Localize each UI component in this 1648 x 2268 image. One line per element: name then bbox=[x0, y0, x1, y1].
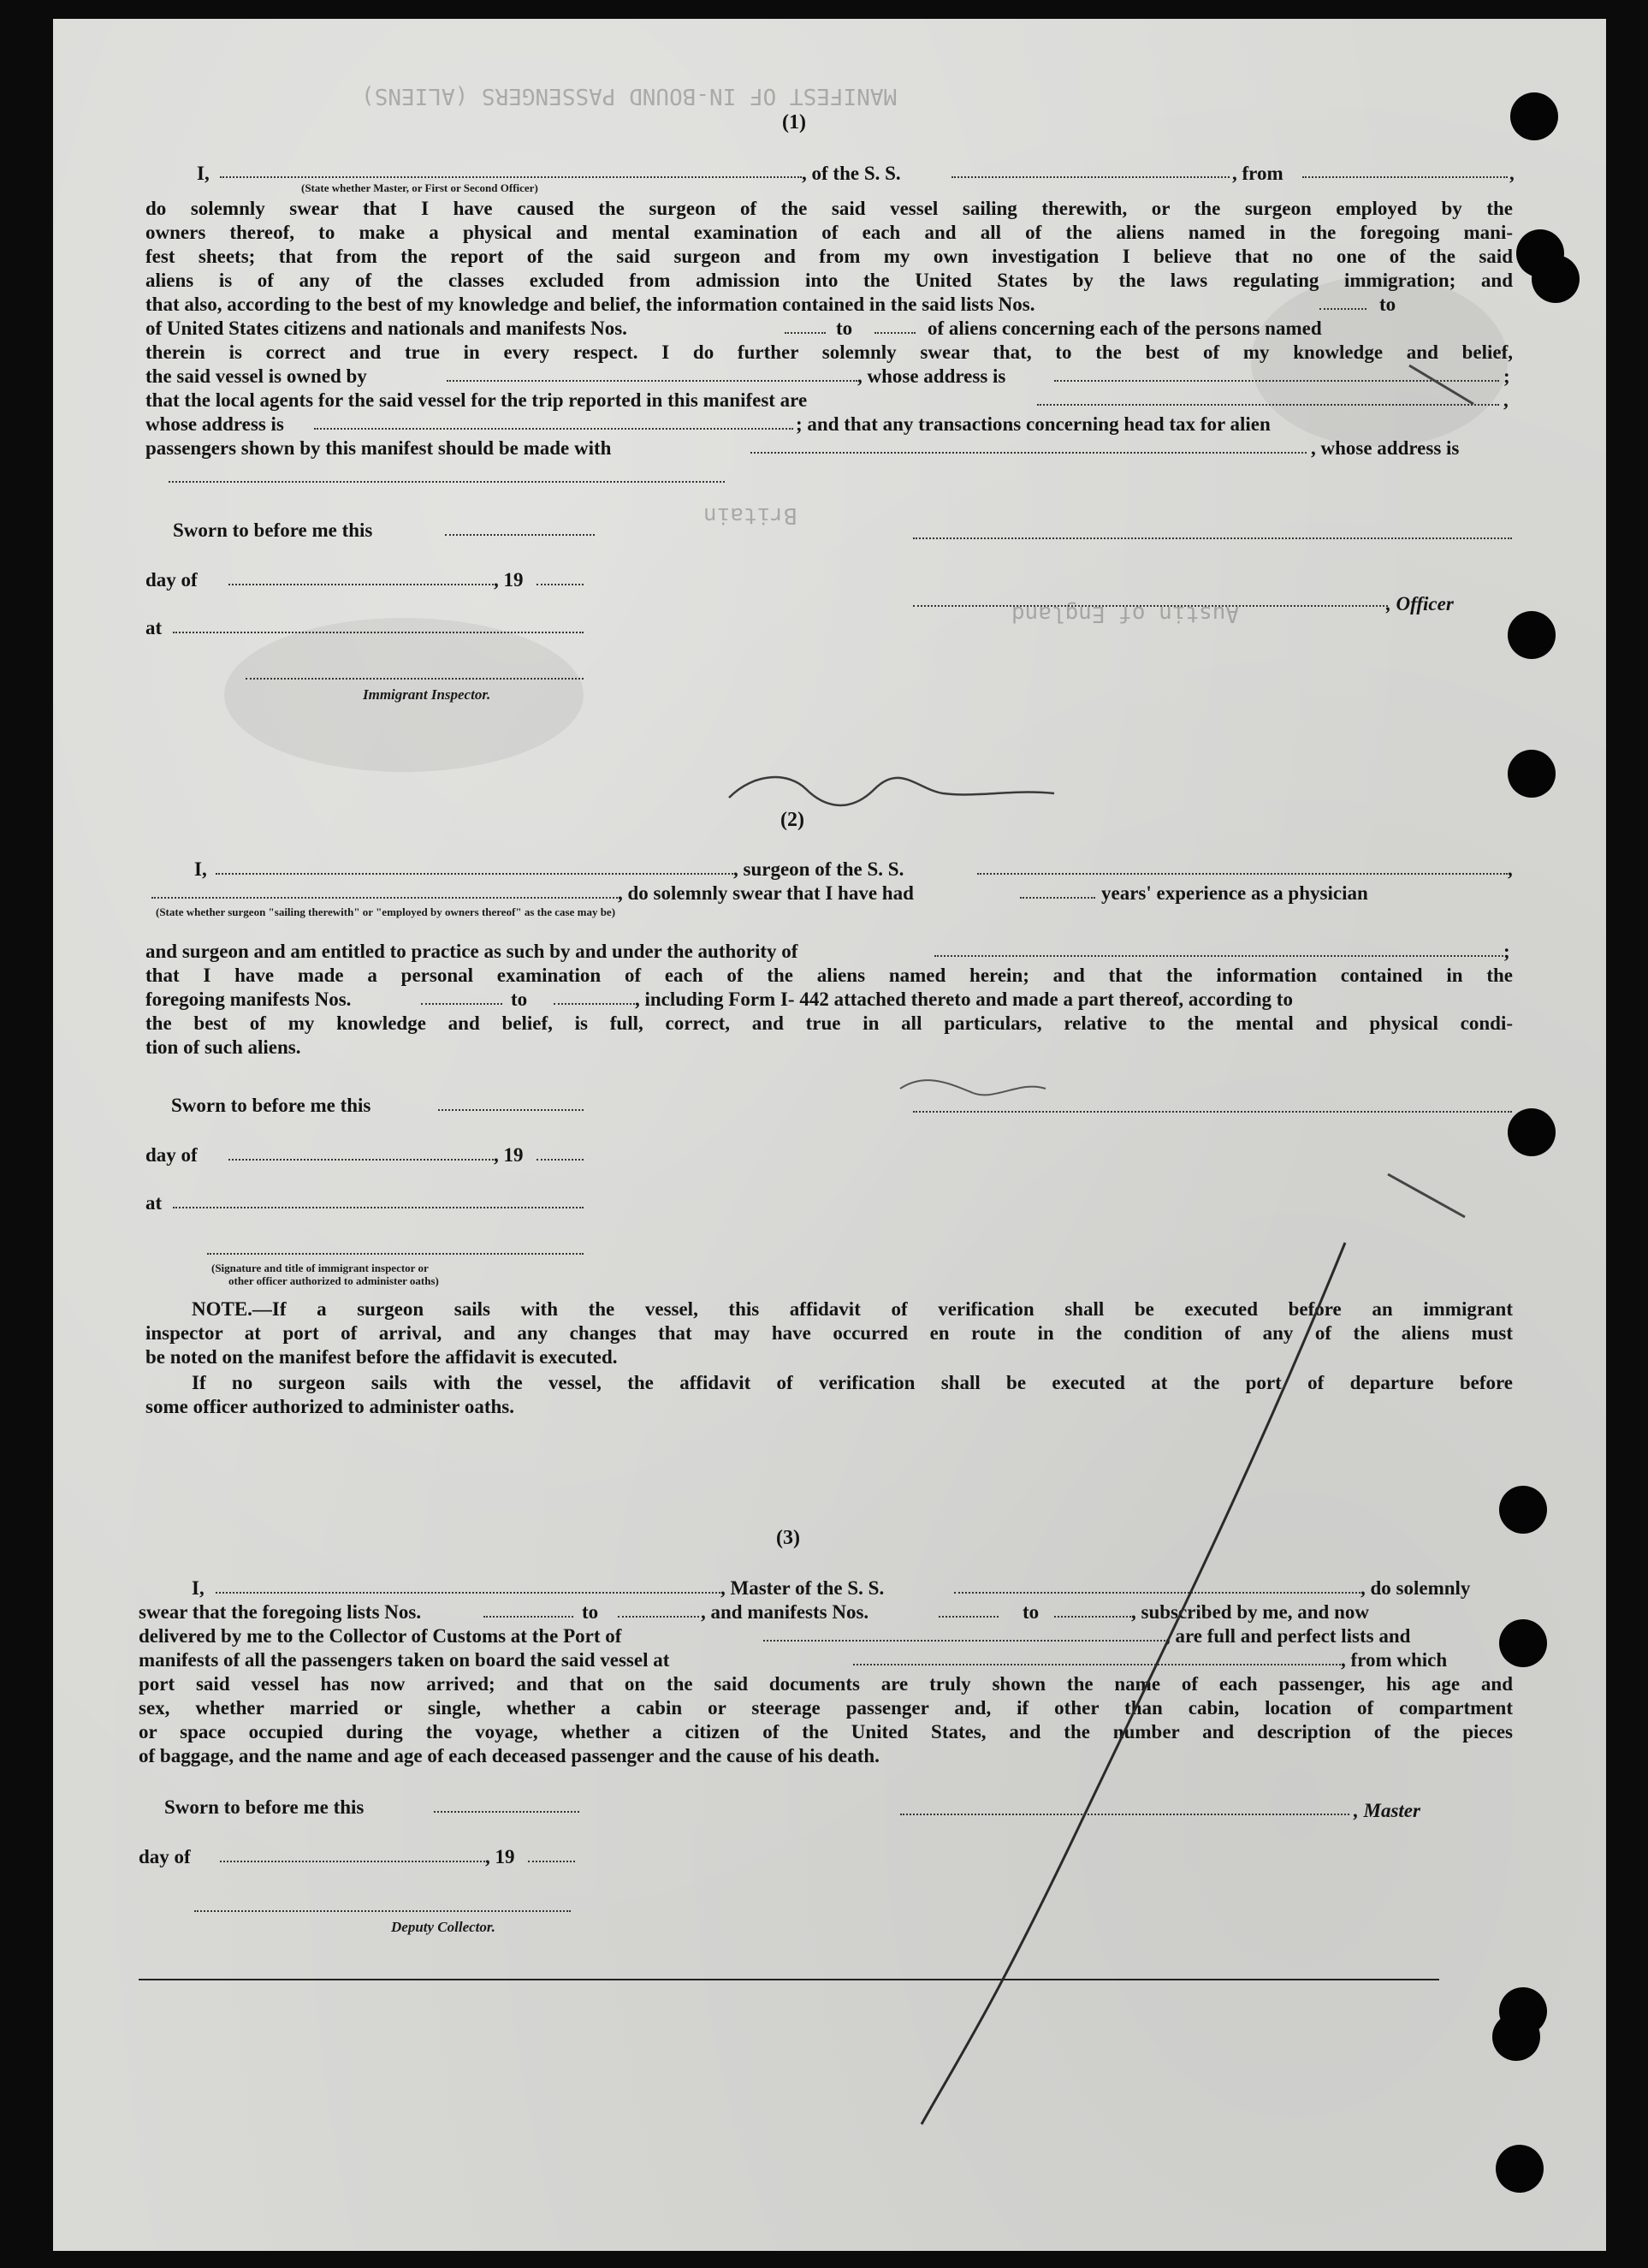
sworn-label: Sworn to before me this bbox=[164, 1796, 365, 1818]
text-fragment: , of the S. S. bbox=[802, 163, 901, 184]
text-fragment: , from which bbox=[1341, 1649, 1448, 1671]
text-fragment: that also, according to the best of my knowledge and belief, the information contained in the said lists Nos. bbox=[145, 294, 1035, 315]
note-line: If no surgeon sails with the vessel, the affidavit of verification shall be executed at the port of departure before bbox=[192, 1372, 1513, 1393]
binder-hole bbox=[1510, 92, 1558, 140]
binder-hole bbox=[1532, 255, 1580, 303]
text-fragment: years' experience as a physician bbox=[1101, 882, 1368, 904]
binder-hole bbox=[1508, 1108, 1556, 1156]
text-fragment: to bbox=[582, 1601, 599, 1623]
binder-hole bbox=[1508, 750, 1556, 798]
sworn-label: Sworn to before me this bbox=[171, 1095, 371, 1116]
note-line: inspector at port of arrival, and any changes that may have occurred en route in the condition of any of the aliens must bbox=[145, 1322, 1513, 1344]
section-number: (2) bbox=[780, 809, 804, 831]
paragraph-line: port said vessel has now arrived; and that on the said documents are truly shown the name of each passenger, his age and bbox=[139, 1673, 1513, 1695]
text-fragment: , are full and perfect lists and bbox=[1165, 1625, 1411, 1647]
binder-hole bbox=[1499, 1486, 1547, 1534]
pen-stroke bbox=[1388, 1174, 1465, 1217]
paragraph-line: or space occupied during the voyage, whether a citizen of the United States, and the number and description of the pieces bbox=[139, 1721, 1513, 1743]
year-label: , 19 bbox=[494, 1144, 524, 1166]
day-of-label: day of bbox=[139, 1846, 191, 1867]
officer-label: , Officer bbox=[1386, 593, 1454, 614]
inspector-label: Immigrant Inspector. bbox=[363, 686, 491, 703]
text-fragment: , whose address is bbox=[1311, 437, 1460, 459]
binder-hole bbox=[1499, 1619, 1547, 1667]
text-fragment: , surgeon of the S. S. bbox=[733, 858, 904, 880]
at-label: at bbox=[145, 617, 163, 638]
text-fragment: ; bbox=[1503, 365, 1510, 387]
text-fragment: to bbox=[1379, 294, 1396, 315]
at-label: at bbox=[145, 1192, 163, 1214]
text-fragment: , do solemnly swear that I have had bbox=[618, 882, 914, 904]
text-fragment: , from bbox=[1232, 163, 1283, 184]
text-fragment: I, bbox=[194, 858, 207, 880]
day-of-label: day of bbox=[145, 569, 198, 591]
text-fragment: , Master of the S. S. bbox=[720, 1577, 885, 1599]
text-fragment: , and manifests Nos. bbox=[701, 1601, 869, 1623]
paragraph-line: tion of such aliens. bbox=[145, 1036, 301, 1058]
text-fragment: that the local agents for the said vessel for the trip reported in this manifest are bbox=[145, 389, 808, 411]
bleed-through-text: Britain bbox=[703, 502, 797, 528]
text-fragment: , subscribed by me, and now bbox=[1131, 1601, 1369, 1623]
text-fragment: to bbox=[836, 318, 853, 339]
note-line: some officer authorized to administer oaths. bbox=[145, 1396, 514, 1417]
signature-note: (Signature and title of immigrant inspector or bbox=[211, 1262, 429, 1274]
text-fragment: swear that the foregoing lists Nos. bbox=[139, 1601, 422, 1623]
text-fragment: ; bbox=[1503, 941, 1510, 962]
text-fragment: of United States citizens and nationals and manifests Nos. bbox=[145, 318, 627, 339]
paragraph-line: the best of my knowledge and belief, is full, correct, and true in all particulars, relative to the mental and physical condi- bbox=[145, 1012, 1513, 1034]
year-label: , 19 bbox=[485, 1846, 515, 1867]
handwriting-overlay bbox=[53, 19, 1606, 2251]
text-fragment: passengers shown by this manifest should be made with bbox=[145, 437, 612, 459]
text-fragment: , including Form I- 442 attached thereto and made a part thereof, according to bbox=[635, 989, 1293, 1010]
text-fragment: , whose address is bbox=[857, 365, 1006, 387]
text-fragment: , do solemnly bbox=[1360, 1577, 1471, 1599]
pen-stroke bbox=[922, 1243, 1345, 2124]
text-fragment: ; and that any transactions concerning head tax for alien bbox=[796, 413, 1271, 435]
text-fragment: I, bbox=[192, 1577, 205, 1599]
text-fragment: foregoing manifests Nos. bbox=[145, 989, 352, 1010]
day-of-label: day of bbox=[145, 1144, 198, 1166]
text-fragment: manifests of all the passengers taken on board the said vessel at bbox=[139, 1649, 670, 1671]
text-fragment: and surgeon and am entitled to practice as such by and under the authority of bbox=[145, 941, 798, 962]
text-fragment: , bbox=[1509, 163, 1515, 184]
text-fragment: delivered by me to the Collector of Customs at the Port of bbox=[139, 1625, 622, 1647]
signature-note: other officer authorized to administer oaths) bbox=[228, 1274, 439, 1287]
note-line: be noted on the manifest before the affidavit is executed. bbox=[145, 1346, 618, 1368]
section-number: (3) bbox=[776, 1527, 800, 1549]
paragraph-line: of baggage, and the name and age of each deceased passenger and the cause of his death. bbox=[139, 1745, 880, 1766]
paragraph-line: aliens is of any of the classes excluded from admission into the United States by the laws regulating immigration; and bbox=[145, 270, 1513, 291]
bleed-through-text: Austin of England bbox=[1011, 601, 1240, 626]
paragraph-line: fest sheets; that from the report of the said surgeon and from my own investigation I believe that no one of the said bbox=[145, 246, 1513, 267]
text-fragment: , bbox=[1508, 858, 1513, 880]
sworn-label: Sworn to before me this bbox=[173, 520, 373, 541]
officer-note: (State whether Master, or First or Second Officer) bbox=[301, 181, 538, 194]
deputy-collector-label: Deputy Collector. bbox=[391, 1919, 495, 1935]
text-fragment: , bbox=[1503, 389, 1509, 411]
document-page bbox=[53, 19, 1606, 2251]
text-fragment: to bbox=[511, 989, 528, 1010]
text-fragment: of aliens concerning each of the persons named bbox=[928, 318, 1322, 339]
binder-hole bbox=[1508, 611, 1556, 659]
paragraph-line: do solemnly swear that I have caused the surgeon of the said vessel sailing therewith, or the surgeon employed by the bbox=[145, 198, 1513, 219]
text-fragment: to bbox=[1023, 1601, 1040, 1623]
bleed-through-text: MANIFEST OF IN-BOUND PASSENGERS (ALIENS) bbox=[361, 83, 898, 109]
binder-hole bbox=[1492, 2013, 1540, 2061]
binder-hole bbox=[1496, 2145, 1544, 2193]
paragraph-line: owners thereof, to make a physical and mental examination of each and all of the aliens named in the foregoing mani- bbox=[145, 222, 1513, 243]
handwritten-signature bbox=[729, 777, 1054, 805]
year-label: , 19 bbox=[494, 569, 524, 591]
note-line: NOTE.—If a surgeon sails with the vessel, this affidavit of verification shall be executed before an immigrant bbox=[192, 1298, 1513, 1320]
paragraph-line: that I have made a personal examination of each of the aliens named herein; and that the information contained in the bbox=[145, 965, 1513, 986]
paragraph-line: therein is correct and true in every respect. I do further solemnly swear that, to the best of my knowledge and belief, bbox=[145, 341, 1513, 363]
handwritten-signature bbox=[900, 1080, 1046, 1095]
surgeon-note: (State whether surgeon "sailing therewith" or "employed by owners thereof" as the case may be) bbox=[156, 905, 616, 918]
master-label: , Master bbox=[1354, 1800, 1420, 1821]
text-fragment: the said vessel is owned by bbox=[145, 365, 367, 387]
text-fragment: I, bbox=[197, 163, 210, 184]
section-number: (1) bbox=[782, 111, 806, 134]
pen-stroke bbox=[1409, 365, 1473, 404]
paragraph-line: sex, whether married or single, whether a cabin or steerage passenger and, if other than cabin, location of compartment bbox=[139, 1697, 1513, 1719]
text-fragment: whose address is bbox=[145, 413, 284, 435]
